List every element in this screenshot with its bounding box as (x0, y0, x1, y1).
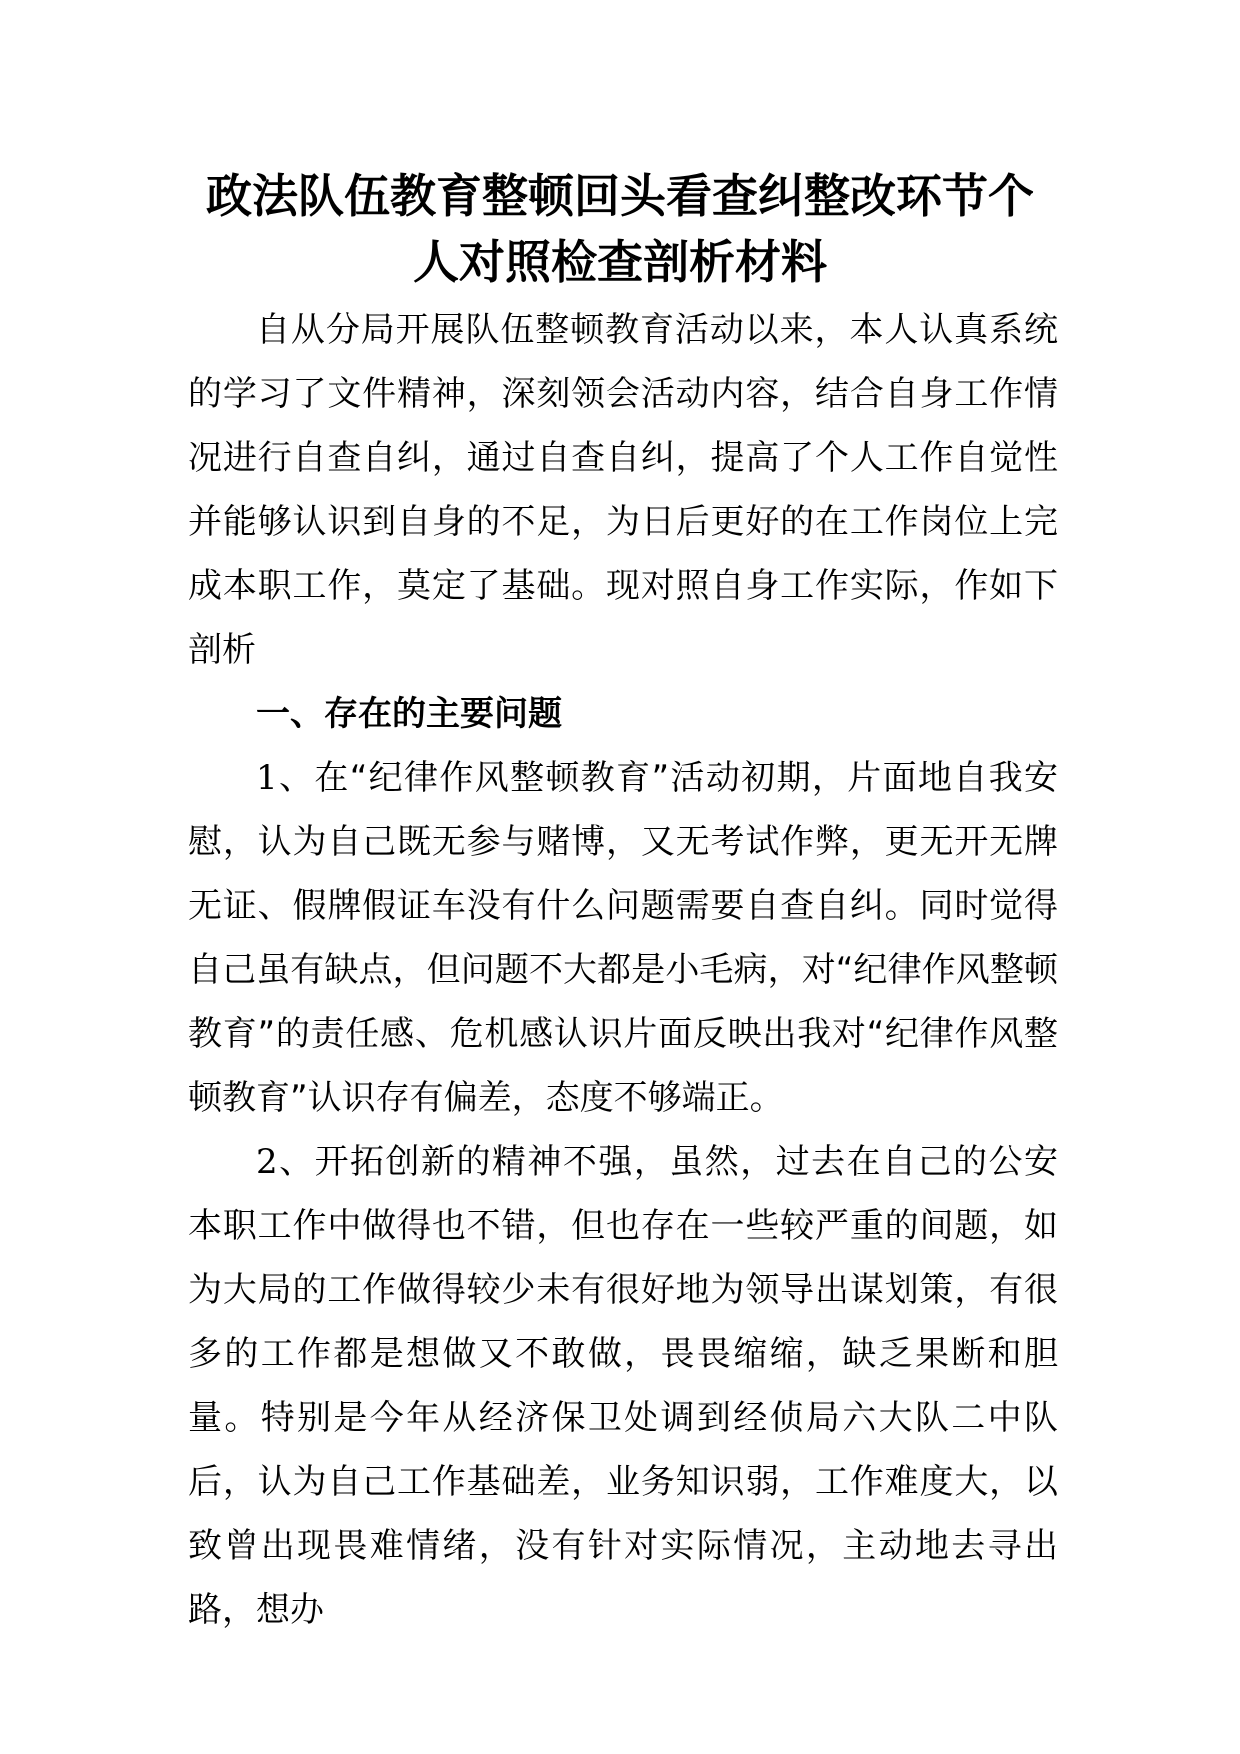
item-text: 、开拓创新的精神不强，虽然，过去在自己的公安本职工作中做得也不错，但也存在一些较严重的间题，如为大局的工作做得较少未有很好地为领导出谋划策，有很多的工作都是想做又不敢做，畏畏缩缩，缺乏果断和胆量。特别是今年从经济保卫处调到经侦局六大队二中队后，认为自己工作基础差，业务知识弱，工作难度大，以致曾出现畏难情绪，没有针对实际情况，主动地去寻出路，想办 (188, 1142, 1058, 1630)
intro-paragraph: 自从分局开展队伍整顿教育活动以来，本人认真系统的学习了文件精神，深刻领会活动内容，结合自身工作情况进行自查自纠，通过自查自纠，提高了个人工作自觉性并能够认识到自身的不足，为日后更好的在工作岗位上完成本职工作，莫定了基础。现对照自身工作实际，作如下剖析 (188, 310, 1058, 670)
item-number: 1 (256, 758, 278, 798)
title-line-2: 人对照检查剖析材料 (413, 235, 827, 289)
document-body (188, 298, 1058, 1642)
problem-item-2 (188, 1130, 1058, 1642)
problem-item-1 (188, 746, 1058, 1130)
section-heading-problems: 一、存在的主要问题 (256, 694, 562, 734)
title-line-1: 政法队伍教育整顿回头看查纠整改环节个 (206, 169, 1034, 223)
document-title (150, 163, 1090, 295)
item-text: 、在“纪律作风整顿教育”活动初期，片面地自我安慰，认为自己既无参与赌博，又无考试作弊，更无开无牌无证、假牌假证车没有什么问题需要自查自纠。同时觉得自己虽有缺点，但问题不大都是小毛病，对“纪律作风整顿教育”的责任感、危机感认识片面反映出我对“纪律作风整顿教育”认识存有偏差，态度不够端正。 (188, 758, 1058, 1118)
item-number: 2 (256, 1142, 278, 1182)
